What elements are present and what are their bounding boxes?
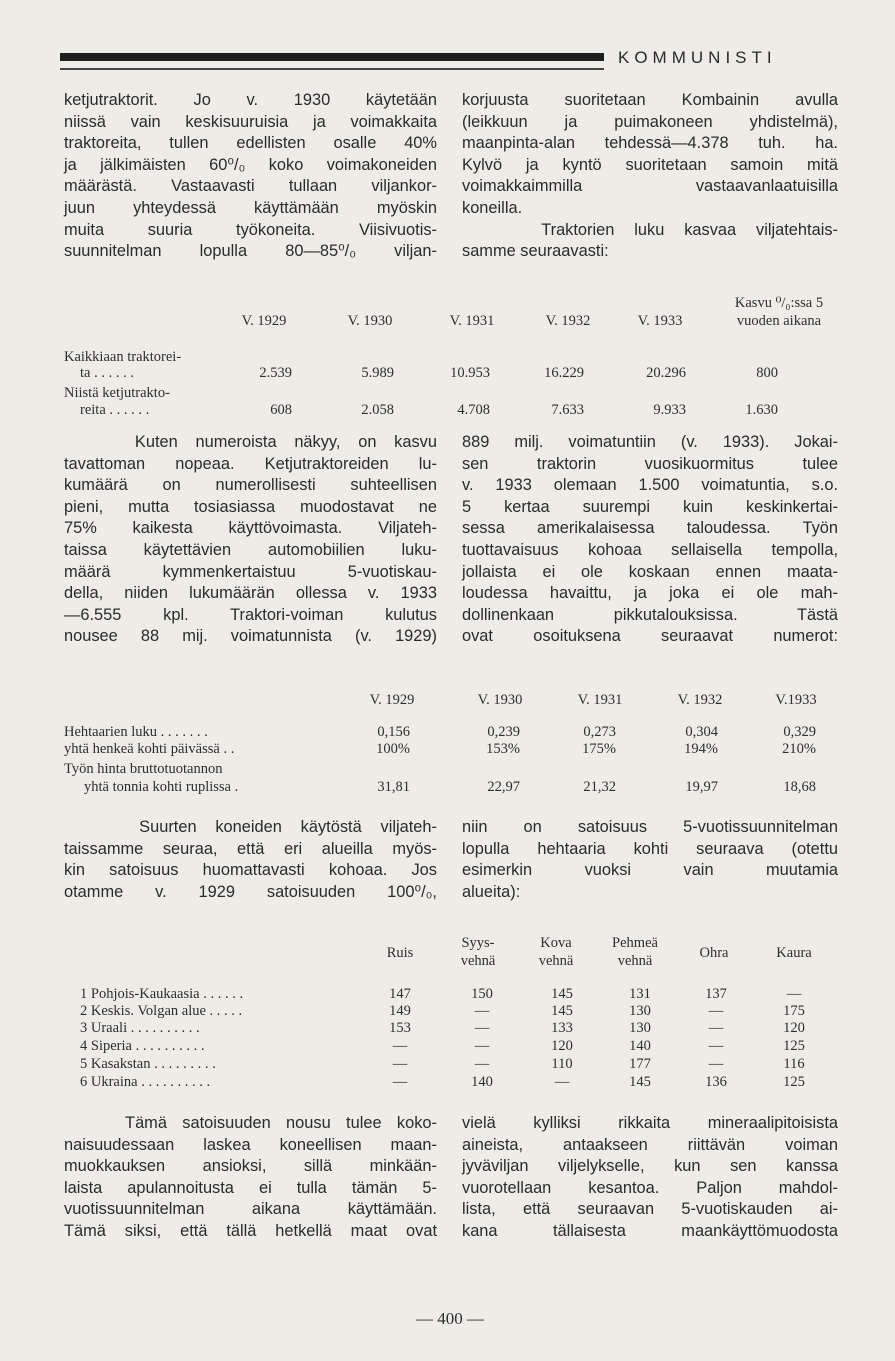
table-cell: 147 xyxy=(389,986,411,1002)
text-line: Kylvö ja kyntö suoritetaan samoin mitä xyxy=(462,155,838,174)
table-cell: 2.539 xyxy=(259,365,292,381)
text-line: otamme v. 1929 satoisuuden 100⁰/₀, xyxy=(64,882,437,901)
table-cell: 0,239 xyxy=(487,724,520,740)
text-line: niin on satoisuus 5-vuotissuunnitelman xyxy=(462,818,838,836)
text-line: esimerkin vuoksi vain muutamia xyxy=(462,861,838,880)
table-cell: 22,97 xyxy=(487,779,520,795)
column-header: Pehmeä vehnä xyxy=(612,935,658,969)
text-line: nousee 88 mij. voimatunnista (v. 1929) xyxy=(64,627,437,646)
text-line: määrästä. Vastaavasti tullaan viljankor- xyxy=(64,177,437,196)
text-line: vuorotellaan kesantoa. Paljon mahdol- xyxy=(462,1178,838,1197)
text-line: Kuten numeroista näkyy, on kasvu xyxy=(64,433,437,451)
text-line: vuotissuunnitelman aikana käyttämään. xyxy=(64,1200,437,1219)
column-header: Kaura xyxy=(776,945,812,961)
table-cell: 130 xyxy=(629,1020,651,1036)
table-cell: — xyxy=(554,1074,570,1090)
table-cell: 145 xyxy=(551,986,573,1002)
row-label: 5 Kasakstan . . . . . . . . . xyxy=(80,1056,216,1072)
row-label: Työn hinta bruttotuotannon xyxy=(64,761,223,777)
intro-left-column xyxy=(64,90,437,263)
table-cell: 149 xyxy=(389,1003,411,1019)
text-line: maanpinta-alan tehdessä—4.378 tuh. ha. xyxy=(462,134,838,153)
text-line: sessa amerikalaisessa taloudessa. Työn xyxy=(462,519,838,538)
row-label: 3 Uraali . . . . . . . . . . xyxy=(80,1020,200,1036)
text-line: jyväviljan viljelykselle, kun sen kanssa xyxy=(462,1157,838,1176)
text-line: korjuusta suoritetaan Kombainin avulla xyxy=(462,91,838,109)
text-line: kana tällaisesta maankäyttömuodosta xyxy=(462,1221,838,1240)
text-line: della, niiden lukumäärän ollessa v. 1933 xyxy=(64,584,437,603)
column-header: V. 1931 xyxy=(449,313,495,329)
table-cell: 0,304 xyxy=(685,724,718,740)
text-line: Suurten koneiden käytöstä viljateh- xyxy=(64,818,437,836)
table-cell: 110 xyxy=(551,1056,573,1072)
row-label: reita . . . . . . xyxy=(80,402,150,418)
text-line: traktoreita, tullen edellisten osalle 40% xyxy=(64,134,437,153)
table-cell: 145 xyxy=(629,1074,651,1090)
text-line: pieni, mutta tosiasiassa muodostavat ne xyxy=(64,497,437,516)
table-cell: — xyxy=(708,1056,724,1072)
column-header: V. 1931 xyxy=(577,692,623,708)
table-cell: — xyxy=(474,1020,490,1036)
low-right-column xyxy=(462,817,838,903)
table-cell: 800 xyxy=(756,365,778,381)
row-label: Hehtaarien luku . . . . . . . xyxy=(64,724,208,740)
header-rule xyxy=(60,68,604,70)
text-line: (leikkuun ja puimakoneen yhdistelmä), xyxy=(462,112,838,131)
text-line: suunnitelman lopulla 80—85⁰/₀ viljan- xyxy=(64,242,437,261)
table-cell: 7.633 xyxy=(551,402,584,418)
journal-title: KOMMUNISTI xyxy=(618,48,777,67)
table-cell: — xyxy=(708,1038,724,1054)
table-cell: 125 xyxy=(783,1038,805,1054)
table-cell: 131 xyxy=(629,986,651,1002)
table-cell: 120 xyxy=(783,1020,805,1036)
page-number: — 400 — xyxy=(416,1309,484,1328)
column-header: V. 1929 xyxy=(241,313,287,329)
text-line: naisuudessaan laskea koneellisen maan- xyxy=(64,1135,437,1154)
row-label: 1 Pohjois-Kaukaasia . . . . . . xyxy=(80,986,244,1002)
table-cell: 21,32 xyxy=(583,779,616,795)
column-header: Kova vehnä xyxy=(538,935,574,969)
table-cell: — xyxy=(392,1074,408,1090)
table-cell: 153 xyxy=(389,1020,411,1036)
table-cell: 150 xyxy=(471,986,493,1002)
column-header: V. 1932 xyxy=(545,313,591,329)
mid-left-column xyxy=(64,432,437,648)
text-line: sen traktorin vuosikuormitus tulee xyxy=(462,454,838,473)
table-cell: 18,68 xyxy=(783,779,816,795)
text-line: tuottavaisuus kohoaa sellaisella tempolla, xyxy=(462,540,838,559)
column-header: V. 1930 xyxy=(347,313,393,329)
row-label: Kaikkiaan traktorei- xyxy=(64,349,182,365)
row-label: yhtä tonnia kohti ruplissa . xyxy=(84,779,239,795)
text-line: voimakkaimmilla vastaavanlaatuisilla xyxy=(462,177,838,196)
text-line: määrä kymmenkertaistuu 5-vuotiskau- xyxy=(64,562,437,581)
column-header: Ruis xyxy=(386,945,414,961)
text-line: taissamme seuraa, että eri alueilla myös- xyxy=(64,839,437,858)
end-right-column xyxy=(462,1113,838,1243)
end-left-column xyxy=(64,1113,437,1243)
text-line: laista apulannoitusta ei tulla tämän 5- xyxy=(64,1178,437,1197)
column-header: Syys-vehnä xyxy=(460,935,496,969)
table-cell: 145 xyxy=(551,1003,573,1019)
table-cell: — xyxy=(392,1056,408,1072)
table-cell: 140 xyxy=(471,1074,493,1090)
row-label: ta . . . . . . xyxy=(80,365,134,381)
text-line: loudessa havaittu, ja joka ei ole mah- xyxy=(462,584,838,603)
table-cell: 16.229 xyxy=(544,365,584,381)
text-line: 889 milj. voimatuntiin (v. 1933). Jokai- xyxy=(462,433,838,451)
text-line: 5 kertaa suurempi kuin keskinkertai- xyxy=(462,497,838,516)
text-line: muita suuria työkoneita. Viisivuotis- xyxy=(64,220,437,239)
text-line: ketjutraktorit. Jo v. 1930 käytetään xyxy=(64,91,437,109)
text-line: koneilla. xyxy=(462,198,523,217)
column-header: V.1933 xyxy=(775,692,817,708)
table-cell: 10.953 xyxy=(450,365,490,381)
table-cell: 175 xyxy=(783,1003,805,1019)
low-left-column xyxy=(64,817,437,903)
row-label: 6 Ukraina . . . . . . . . . . xyxy=(80,1074,211,1090)
table-cell: 130 xyxy=(629,1003,651,1019)
column-header: V. 1932 xyxy=(677,692,723,708)
table-cell: 0,156 xyxy=(377,724,410,740)
table-cell: — xyxy=(474,1038,490,1054)
table-cell: 133 xyxy=(551,1020,573,1036)
table-cell: 31,81 xyxy=(377,779,410,795)
table-cell: 194% xyxy=(684,741,718,757)
mid-right-column xyxy=(462,432,838,648)
text-line: ovat osoituksena seuraavat numerot: xyxy=(462,627,838,646)
text-line: Tämä satoisuuden nousu tulee koko- xyxy=(64,1114,437,1132)
text-line: jollaista ei ole koskaan ennen maata- xyxy=(462,562,838,581)
row-label: 4 Siperia . . . . . . . . . . xyxy=(80,1038,205,1054)
text-line: dollinenkaan pikkutalouksissa. Tästä xyxy=(462,605,838,624)
table-cell: 120 xyxy=(551,1038,573,1054)
text-line: tavattoman nopeaa. Ketjutraktoreiden lu- xyxy=(64,454,437,473)
column-header: V. 1929 xyxy=(369,692,415,708)
table-cell: 125 xyxy=(783,1074,805,1090)
text-line: samme seuraavasti: xyxy=(462,242,609,261)
table-cell: 608 xyxy=(270,402,292,418)
table-cell: 177 xyxy=(629,1056,651,1072)
table-cell: 1.630 xyxy=(745,402,778,418)
table-cell: 140 xyxy=(629,1038,651,1054)
table-cell: — xyxy=(392,1038,408,1054)
table-cell: 20.296 xyxy=(646,365,686,381)
text-line: aineista, antaakseen riittävän voiman xyxy=(462,1135,838,1154)
table-cell: 2.058 xyxy=(361,402,394,418)
text-line: Traktorien luku kasvaa viljatehtais- xyxy=(462,220,838,239)
text-line: niissä vain keskisuuruisia ja voimakkaita xyxy=(64,112,437,131)
row-label: yhtä henkeä kohti päivässä . . xyxy=(64,741,235,757)
text-line: lopulla hehtaaria kohti seuraava (otettu xyxy=(462,839,838,858)
text-line: vielä kylliksi rikkaita mineraalipitoisista xyxy=(462,1114,838,1132)
table-cell: 175% xyxy=(582,741,616,757)
table-cell: — xyxy=(474,1003,490,1019)
table-cell: 0,273 xyxy=(583,724,616,740)
table-cell: 9.933 xyxy=(653,402,686,418)
table-cell: 116 xyxy=(783,1056,805,1072)
header-bar xyxy=(60,53,604,61)
column-header: Ohra xyxy=(699,945,729,961)
table-cell: — xyxy=(786,986,802,1002)
intro-right-column xyxy=(462,90,838,263)
column-header: V. 1933 xyxy=(637,313,683,329)
text-line: kin satoisuus huomattavasti kohoaa. Jos xyxy=(64,861,437,880)
text-line: alueita): xyxy=(462,882,521,901)
text-line: juun yhteydessä käyttämään myöskin xyxy=(64,198,437,217)
text-line: v. 1933 olemaan 1.500 voimatuntia, s.o. xyxy=(462,476,838,495)
text-line: taissa käytettävien automobiilien luku- xyxy=(64,540,437,559)
table-cell: 153% xyxy=(486,741,520,757)
table-cell: 136 xyxy=(705,1074,727,1090)
text-line: 75% kaikesta käyttövoimasta. Viljateh- xyxy=(64,519,437,538)
table-cell: — xyxy=(474,1056,490,1072)
text-line: —6.555 kpl. Traktori-voiman kulutus xyxy=(64,605,437,624)
table-cell: 5.989 xyxy=(361,365,394,381)
text-line: kumäärä on numerollisesti suhteellisen xyxy=(64,476,437,495)
column-header: Kasvu ⁰/₀:ssa 5 vuoden aikana xyxy=(734,295,824,329)
table-cell: 137 xyxy=(705,986,727,1002)
table-cell: 0,329 xyxy=(783,724,816,740)
row-label: 2 Keskis. Volgan alue . . . . . xyxy=(80,1003,243,1019)
table-cell: — xyxy=(708,1003,724,1019)
table-cell: 4.708 xyxy=(457,402,490,418)
text-line: Tämä siksi, että tällä hetkellä maat ovat xyxy=(64,1221,437,1240)
table-cell: — xyxy=(708,1020,724,1036)
text-line: ja jälkimäisten 60⁰/₀ koko voimakoneiden xyxy=(64,155,437,174)
row-label: Niistä ketjutrakto- xyxy=(64,385,170,401)
table-cell: 210% xyxy=(782,741,816,757)
table-cell: 19,97 xyxy=(685,779,718,795)
text-line: lista, että seuraavan 5-vuotiskauden ai- xyxy=(462,1200,838,1219)
text-line: muokkauksen ansioksi, sillä minkään- xyxy=(64,1157,437,1176)
table-cell: 100% xyxy=(376,741,410,757)
column-header: V. 1930 xyxy=(477,692,523,708)
